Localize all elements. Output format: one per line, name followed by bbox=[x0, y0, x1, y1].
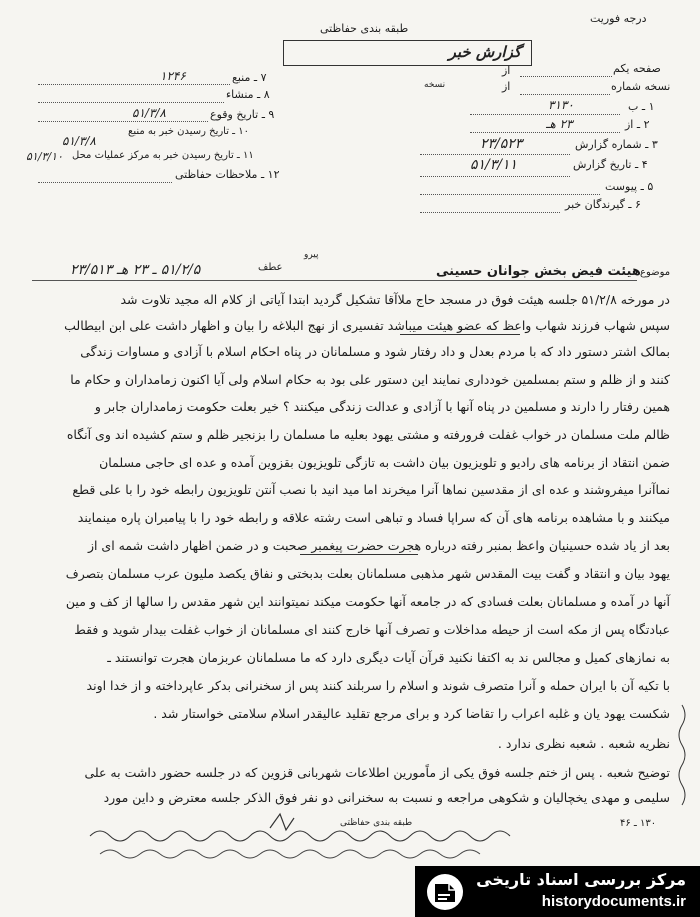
body-line: بمالک اشتر دستور داد که با مردم بعدل و داد رفتار شود و مسلمانان در پناه احکام اسلام با آزادی و مساوات زندگی bbox=[80, 344, 670, 359]
body-line: بعد از یاد شده حسینیان واعظ بمنبر رفته درباره هجرت حضرت پیغمبر صحبت و در ضمن اظهار داشت شمه ای از bbox=[87, 538, 670, 553]
body-line: در مورخه ۵۱/۲/۸ جلسه هیئت فوق در مسجد حاج ملاآقا تشکیل گردید ابتدا آیاتی از کلام اله مجید تلاوت شد bbox=[120, 292, 670, 307]
body-line: با تکیه آن با ایران حمله و آنرا متصرف شوند و اسلام را سربلند کنند پس از سخنرانی بدکر عاپرداخته و از خدا اوند bbox=[86, 678, 670, 693]
page-from: از bbox=[502, 64, 511, 77]
footer-code: ۱۳۰ ـ ۴۶ bbox=[620, 818, 657, 829]
copy-from: از bbox=[502, 80, 511, 93]
classification-label: طبقه بندی حفاظتی bbox=[320, 22, 409, 35]
margin-annotation bbox=[672, 700, 692, 820]
copy-label: نسخه شماره bbox=[611, 80, 671, 93]
field-4-value: ۵۱/۳/۱۱ bbox=[470, 157, 518, 173]
field-7-line bbox=[38, 84, 230, 85]
subject-text: هیئت فیض بخش جوانان حسینی bbox=[436, 264, 641, 279]
prev-label: پیرو bbox=[304, 250, 319, 260]
field-8-line bbox=[38, 102, 224, 103]
field-2-label: ۲ ـ از bbox=[625, 118, 650, 131]
field-7-value: ۱۲۴۶ bbox=[160, 69, 186, 83]
copy-field-line bbox=[520, 94, 610, 95]
branch-explanation: توضیح شعبه . پس از ختم جلسه فوق یکی از ماًمورین اطلاعات شهربانی قزوین که در جلسه حضور داشت به علی bbox=[84, 765, 670, 780]
body-line: یهود بیان و انتقاد و گفت بیت المقدس شهر مذهبی مسلمانان بعلت بدبختی و نفاق یکصد ملیون عرب مسلمان بتصرف bbox=[65, 566, 670, 581]
field-11-value: ۵۱/۳/۱۰ bbox=[26, 150, 63, 163]
page-field-line bbox=[520, 76, 612, 77]
body-line: شکست یهود یان و غلبه اعراب را تقاضا کرد و برای مرجع تقلید عالیقدر اسلام سلامتی خواستار شد . bbox=[153, 706, 670, 721]
copy-suffix: نسخه bbox=[424, 80, 446, 90]
field-1-value: ۳۱۳۰ bbox=[548, 98, 574, 112]
branch-explanation: سلیمی و مهدی یخچالیان و شکوهی مراجعه و نسبت به سخنرانی دو نفر فوق الذکر جلسه معترض و داین مورد bbox=[103, 790, 670, 805]
field-2-value: ۲۳ هـ bbox=[546, 117, 573, 131]
body-line: میکنند و با مشاهده برنامه های آن که سراپا فساد و تباهی است رشته علاقه و رابطه خود را با پیامبران پاره مینمایند bbox=[77, 510, 670, 525]
page-label: صفحه یکم bbox=[613, 62, 661, 75]
branch-opinion: نظریه شعبه . شعبه نظری ندارد . bbox=[497, 736, 670, 751]
field-2-line bbox=[470, 132, 620, 133]
field-9-line bbox=[38, 121, 208, 122]
field-7-label: ۷ ـ منبع bbox=[232, 71, 267, 84]
name-underline bbox=[400, 334, 520, 335]
field-5-line bbox=[420, 194, 600, 195]
field-3-line bbox=[420, 154, 570, 155]
archive-logo-icon bbox=[425, 872, 465, 912]
field-12-line bbox=[38, 182, 172, 183]
field-9-label: ۹ ـ تاریخ وقوع bbox=[210, 108, 275, 121]
field-6-line bbox=[420, 212, 560, 213]
name-underline bbox=[300, 554, 418, 555]
body-line: نماآنرا میفروشند و عده ای از مقدسین نماها آنرا میخرند اما مید انید با نصب آنتن تلویزیون رابطه خود را با علی قطع bbox=[72, 482, 670, 497]
watermark-url: historydocuments.ir bbox=[541, 893, 686, 910]
body-line: به نمازهای کمیل و مجالس ند به اکتفا نکنید قرآن آیات دیگری دارد که ما مسلمانان عربزمان هجرت توانستند ـ bbox=[107, 650, 670, 665]
field-5-label: ۵ ـ پیوست bbox=[605, 180, 654, 193]
field-3-label: ۳ ـ شماره گزارش bbox=[575, 138, 658, 151]
ref-label: عطف bbox=[258, 262, 283, 273]
body-line: سپس شهاب فرزند شهاب واعظ که عضو هیئت میباشد تفسیری از نهج البلاغه را بیان و اظهار داشت علی ابن ابیطالب bbox=[64, 318, 670, 333]
handwritten-notes bbox=[70, 806, 610, 866]
field-1-label: ۱ ـ ب bbox=[628, 100, 655, 113]
field-12-label: ۱۲ ـ ملاحظات حفاظتی bbox=[175, 168, 280, 181]
field-10-value: ۵۱/۳/۸ bbox=[62, 134, 96, 148]
watermark-org-name: مرکز بررسی اسناد تاریخی bbox=[476, 870, 686, 889]
watermark-footer bbox=[415, 866, 700, 917]
subject-label: موضوع bbox=[640, 267, 671, 278]
bottom-classification-label: طبقه بندی حفاظتی bbox=[340, 818, 413, 828]
body-line: عبادتگاه پس از مکه است از حیطه مداخلات و تصرف آنها خارج کنند ای مسلمانان از خواب غفلت بیدار شوید و فقط bbox=[74, 622, 670, 637]
report-type-stamp-text: گزارش خبر bbox=[448, 43, 521, 61]
field-4-line bbox=[420, 176, 570, 177]
field-9-value: ۵۱/۳/۸ bbox=[132, 106, 166, 120]
subject-line bbox=[32, 280, 637, 281]
priority-label: درجه فوریت bbox=[590, 12, 647, 25]
body-line: آنها در آمده و مسلمانان بعلت فسادی که در جامعه آنها حکومت میکند نمیتوانند این شهر مقدس را سالها از کف و مین bbox=[65, 594, 670, 609]
field-1-line bbox=[470, 114, 620, 115]
field-3-value: ۲۳/۵۲۳ bbox=[480, 136, 523, 152]
body-line: کنند و از ظلم و ستم بمسلمین خودداری نمایند این دستور علی بود به حکام اسلام ولی آیا اکنون زمامداران و حکام ما bbox=[70, 372, 670, 387]
body-line: ظالم ملت مسلمان در خواب غفلت فرورفته و مشتی یهود بعلیه ما مسلمان را بزنجیر ظلم و ستم کشیده اند وی آنگاه bbox=[66, 427, 670, 442]
field-8-label: ۸ ـ منشاء bbox=[226, 88, 270, 101]
body-line: همین رفتار را دارند و مسلمین در پناه آنها با آزادی و عدالت زندگی میکنند ؟ خیر بعلت حکومت زمامداران جابر و bbox=[94, 399, 670, 414]
report-type-stamp bbox=[283, 40, 532, 66]
ref-value: ۵۱/۲/۵ ـ ۲۳ هـ ۲۳/۵۱۳ bbox=[70, 262, 201, 278]
body-line: ضمن انتقاد از برنامه های رادیو و تلویزیون بیان داشت به تازگی تلویزیون بقزوین آمده و عده ای حاجی مسلمان bbox=[99, 455, 670, 470]
field-6-label: ۶ ـ گیرندگان خبر bbox=[565, 198, 641, 211]
field-4-label: ۴ ـ تاریخ گزارش bbox=[573, 158, 648, 171]
field-10-label: ۱۰ ـ تاریخ رسیدن خبر به منبع bbox=[128, 126, 250, 137]
field-11-label: ۱۱ ـ تاریخ رسیدن خبر به مرکز عملیات محل bbox=[72, 150, 254, 161]
